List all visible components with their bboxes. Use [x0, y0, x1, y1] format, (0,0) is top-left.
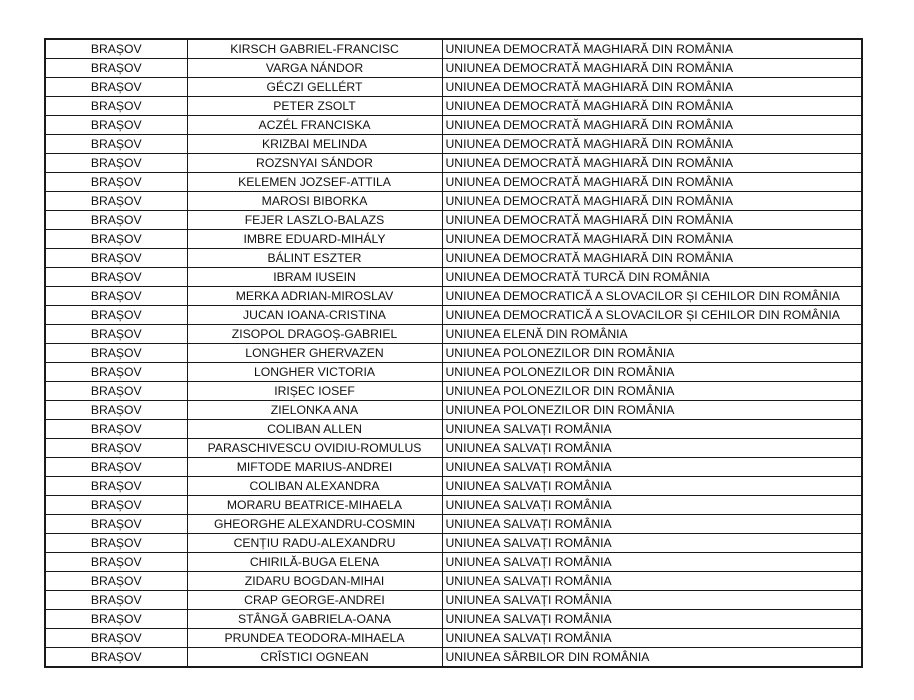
party-cell: UNIUNEA DEMOCRATĂ MAGHIARĂ DIN ROMÂNIA	[442, 39, 862, 59]
table-row	[45, 534, 862, 553]
party-cell: UNIUNEA POLONEZILOR DIN ROMÂNIA	[442, 363, 862, 382]
party-cell: UNIUNEA SALVAȚI ROMÂNIA	[442, 572, 862, 591]
table-row	[45, 496, 862, 515]
county-cell: BRAȘOV	[45, 572, 187, 591]
table-row	[45, 192, 862, 211]
table-row	[45, 173, 862, 192]
party-cell: UNIUNEA SALVAȚI ROMÂNIA	[442, 610, 862, 629]
party-cell: UNIUNEA SÂRBILOR DIN ROMÂNIA	[442, 648, 862, 668]
county-cell: BRAȘOV	[45, 173, 187, 192]
county-cell: BRAȘOV	[45, 344, 187, 363]
table-row	[45, 306, 862, 325]
table-row	[45, 268, 862, 287]
party-cell: UNIUNEA SALVAȚI ROMÂNIA	[442, 629, 862, 648]
candidate-name-cell: JUCAN IOANA-CRISTINA	[187, 306, 442, 325]
table-row	[45, 458, 862, 477]
party-cell: UNIUNEA DEMOCRATĂ MAGHIARĂ DIN ROMÂNIA	[442, 78, 862, 97]
county-cell: BRAȘOV	[45, 306, 187, 325]
county-cell: BRAȘOV	[45, 458, 187, 477]
table-row	[45, 401, 862, 420]
county-cell: BRAȘOV	[45, 534, 187, 553]
candidate-name-cell: IBRAM IUSEIN	[187, 268, 442, 287]
party-cell: UNIUNEA DEMOCRATĂ MAGHIARĂ DIN ROMÂNIA	[442, 97, 862, 116]
table-row	[45, 420, 862, 439]
table-row	[45, 78, 862, 97]
county-cell: BRAȘOV	[45, 610, 187, 629]
candidate-name-cell: KELEMEN JOZSEF-ATTILA	[187, 173, 442, 192]
candidate-name-cell: CENȚIU RADU-ALEXANDRU	[187, 534, 442, 553]
party-cell: UNIUNEA DEMOCRATĂ MAGHIARĂ DIN ROMÂNIA	[442, 211, 862, 230]
county-cell: BRAȘOV	[45, 135, 187, 154]
party-cell: UNIUNEA DEMOCRATĂ MAGHIARĂ DIN ROMÂNIA	[442, 59, 862, 78]
candidate-name-cell: IMBRE EDUARD-MIHÁLY	[187, 230, 442, 249]
county-cell: BRAȘOV	[45, 515, 187, 534]
candidate-name-cell: GHEORGHE ALEXANDRU-COSMIN	[187, 515, 442, 534]
table-row	[45, 97, 862, 116]
candidate-name-cell: COLIBAN ALEXANDRA	[187, 477, 442, 496]
party-cell: UNIUNEA SALVAȚI ROMÂNIA	[442, 458, 862, 477]
table-row	[45, 249, 862, 268]
table-row	[45, 211, 862, 230]
table-row	[45, 648, 862, 668]
county-cell: BRAȘOV	[45, 39, 187, 59]
table-row	[45, 363, 862, 382]
party-cell: UNIUNEA SALVAȚI ROMÂNIA	[442, 591, 862, 610]
table-row	[45, 610, 862, 629]
candidate-table	[44, 38, 863, 668]
candidate-name-cell: FEJER LASZLO-BALAZS	[187, 211, 442, 230]
county-cell: BRAȘOV	[45, 97, 187, 116]
party-cell: UNIUNEA SALVAȚI ROMÂNIA	[442, 477, 862, 496]
table-row	[45, 382, 862, 401]
candidate-name-cell: COLIBAN ALLEN	[187, 420, 442, 439]
party-cell: UNIUNEA DEMOCRATĂ MAGHIARĂ DIN ROMÂNIA	[442, 135, 862, 154]
candidate-name-cell: ROZSNYAI SÁNDOR	[187, 154, 442, 173]
county-cell: BRAȘOV	[45, 439, 187, 458]
county-cell: BRAȘOV	[45, 629, 187, 648]
county-cell: BRAȘOV	[45, 192, 187, 211]
candidate-name-cell: CRAP GEORGE-ANDREI	[187, 591, 442, 610]
county-cell: BRAȘOV	[45, 78, 187, 97]
county-cell: BRAȘOV	[45, 363, 187, 382]
county-cell: BRAȘOV	[45, 249, 187, 268]
candidate-name-cell: ZISOPOL DRAGOȘ-GABRIEL	[187, 325, 442, 344]
party-cell: UNIUNEA DEMOCRATĂ MAGHIARĂ DIN ROMÂNIA	[442, 154, 862, 173]
candidate-name-cell: CRÎSTICI OGNEAN	[187, 648, 442, 668]
candidate-name-cell: VARGA NÁNDOR	[187, 59, 442, 78]
candidate-name-cell: MAROSI BIBORKA	[187, 192, 442, 211]
candidate-name-cell: STÂNGĂ GABRIELA-OANA	[187, 610, 442, 629]
table-row	[45, 572, 862, 591]
county-cell: BRAȘOV	[45, 116, 187, 135]
party-cell: UNIUNEA DEMOCRATICĂ A SLOVACILOR ȘI CEHILOR DIN ROMÂNIA	[442, 306, 862, 325]
county-cell: BRAȘOV	[45, 477, 187, 496]
table-row	[45, 154, 862, 173]
party-cell: UNIUNEA ELENĂ DIN ROMÂNIA	[442, 325, 862, 344]
table-row	[45, 591, 862, 610]
county-cell: BRAȘOV	[45, 59, 187, 78]
county-cell: BRAȘOV	[45, 496, 187, 515]
candidate-name-cell: ZIELONKA ANA	[187, 401, 442, 420]
county-cell: BRAȘOV	[45, 211, 187, 230]
candidate-name-cell: LONGHER VICTORIA	[187, 363, 442, 382]
party-cell: UNIUNEA SALVAȚI ROMÂNIA	[442, 439, 862, 458]
candidate-name-cell: BÁLINT ESZTER	[187, 249, 442, 268]
table-row	[45, 59, 862, 78]
candidate-name-cell: ACZÉL FRANCISKA	[187, 116, 442, 135]
table-row	[45, 39, 862, 59]
county-cell: BRAȘOV	[45, 553, 187, 572]
candidate-name-cell: KRIZBAI MELINDA	[187, 135, 442, 154]
table-row	[45, 287, 862, 306]
party-cell: UNIUNEA SALVAȚI ROMÂNIA	[442, 420, 862, 439]
candidate-name-cell: PRUNDEA TEODORA-MIHAELA	[187, 629, 442, 648]
table-row	[45, 135, 862, 154]
table-row	[45, 515, 862, 534]
party-cell: UNIUNEA SALVAȚI ROMÂNIA	[442, 515, 862, 534]
candidate-name-cell: MORARU BEATRICE-MIHAELA	[187, 496, 442, 515]
candidate-name-cell: IRIȘEC IOSEF	[187, 382, 442, 401]
party-cell: UNIUNEA SALVAȚI ROMÂNIA	[442, 496, 862, 515]
county-cell: BRAȘOV	[45, 401, 187, 420]
table-row	[45, 629, 862, 648]
candidate-name-cell: KIRSCH GABRIEL-FRANCISC	[187, 39, 442, 59]
party-cell: UNIUNEA POLONEZILOR DIN ROMÂNIA	[442, 382, 862, 401]
candidate-name-cell: LONGHER GHERVAZEN	[187, 344, 442, 363]
county-cell: BRAȘOV	[45, 268, 187, 287]
party-cell: UNIUNEA SALVAȚI ROMÂNIA	[442, 553, 862, 572]
table-row	[45, 477, 862, 496]
candidate-name-cell: CHIRILĂ-BUGA ELENA	[187, 553, 442, 572]
party-cell: UNIUNEA DEMOCRATĂ TURCĂ DIN ROMÂNIA	[442, 268, 862, 287]
county-cell: BRAȘOV	[45, 230, 187, 249]
party-cell: UNIUNEA DEMOCRATĂ MAGHIARĂ DIN ROMÂNIA	[442, 192, 862, 211]
candidate-name-cell: MERKA ADRIAN-MIROSLAV	[187, 287, 442, 306]
table-row	[45, 230, 862, 249]
table-row	[45, 344, 862, 363]
party-cell: UNIUNEA DEMOCRATĂ MAGHIARĂ DIN ROMÂNIA	[442, 249, 862, 268]
candidate-name-cell: ZIDARU BOGDAN-MIHAI	[187, 572, 442, 591]
county-cell: BRAȘOV	[45, 382, 187, 401]
party-cell: UNIUNEA DEMOCRATĂ MAGHIARĂ DIN ROMÂNIA	[442, 116, 862, 135]
county-cell: BRAȘOV	[45, 154, 187, 173]
candidate-table-body	[45, 39, 862, 667]
county-cell: BRAȘOV	[45, 287, 187, 306]
candidate-name-cell: MIFTODE MARIUS-ANDREI	[187, 458, 442, 477]
party-cell: UNIUNEA DEMOCRATĂ MAGHIARĂ DIN ROMÂNIA	[442, 230, 862, 249]
candidate-name-cell: PETER ZSOLT	[187, 97, 442, 116]
table-row	[45, 553, 862, 572]
party-cell: UNIUNEA SALVAȚI ROMÂNIA	[442, 534, 862, 553]
candidate-name-cell: GÉCZI GELLÉRT	[187, 78, 442, 97]
county-cell: BRAȘOV	[45, 325, 187, 344]
candidate-list-sheet	[44, 38, 861, 668]
county-cell: BRAȘOV	[45, 420, 187, 439]
party-cell: UNIUNEA DEMOCRATICĂ A SLOVACILOR ȘI CEHILOR DIN ROMÂNIA	[442, 287, 862, 306]
party-cell: UNIUNEA POLONEZILOR DIN ROMÂNIA	[442, 344, 862, 363]
party-cell: UNIUNEA DEMOCRATĂ MAGHIARĂ DIN ROMÂNIA	[442, 173, 862, 192]
candidate-name-cell: PARASCHIVESCU OVIDIU-ROMULUS	[187, 439, 442, 458]
table-row	[45, 325, 862, 344]
county-cell: BRAȘOV	[45, 648, 187, 668]
county-cell: BRAȘOV	[45, 591, 187, 610]
table-row	[45, 116, 862, 135]
party-cell: UNIUNEA POLONEZILOR DIN ROMÂNIA	[442, 401, 862, 420]
table-row	[45, 439, 862, 458]
